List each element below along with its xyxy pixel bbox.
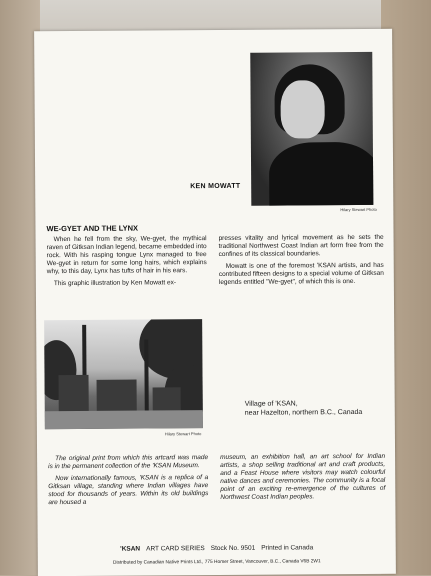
village-caption-line-1: Village of 'KSAN,	[244, 400, 298, 408]
lower-col1-para-1: The original print from which this artcard was made is in the permanent collection of the 'KSAN Museum.	[48, 454, 209, 471]
portrait-credit: Hilary Stewart Photo	[340, 206, 377, 213]
artist-name: KEN MOWATT	[190, 182, 241, 191]
village-caption	[245, 399, 363, 418]
village-house	[97, 380, 137, 415]
artist-portrait-photo	[250, 52, 373, 206]
lower-col2-para-1: museum, an exhibition hall, an art school for Indian artists, a shop selling traditional art and craft products, and a Feast House where visitors may watch colourful native dances and ceremonies. The community is a focal point of an exciting re-emergence of the cultures of Northwest Coast Indian peoples.	[220, 452, 386, 501]
village-photo-credit: Hilary Stewart Photo	[164, 431, 202, 437]
series-line	[38, 544, 396, 553]
lower-column-1	[48, 454, 208, 511]
printed-in: Printed in Canada	[261, 544, 314, 552]
village-photo	[44, 319, 203, 429]
series-name: ART CARD SERIES	[146, 545, 205, 553]
series-brand: 'KSAN	[120, 545, 141, 553]
distributor-line: Distributed by Canadian Native Prints Ltd., 775 Homer Street, Vancouver, B.C., Canada V6B 2W1	[112, 559, 321, 566]
village-caption-line-2: near Hazelton, northern B.C., Canada	[244, 408, 363, 417]
story-col1-para-2: This graphic illustration by Ken Mowatt ex-	[53, 278, 176, 287]
story-column-2	[219, 234, 384, 291]
village-house	[59, 375, 89, 415]
portrait-body	[269, 142, 373, 206]
lower-col1-para-2: Now internationally famous, 'KSAN is a replica of a Gitksan village, standing where Indian villages have stood for thousands of years. Within its old buildings are housed a	[48, 473, 209, 506]
village-ground	[45, 410, 203, 429]
lower-column-2	[220, 453, 385, 506]
portrait-face	[280, 80, 324, 138]
story-col2-para-1: presses vitality and lyrical movement as he sets the traditional Northwest Coast Indian art form free from the confines of its classical boundaries.	[218, 233, 384, 258]
stock-number: Stock No. 9501	[210, 544, 256, 553]
story-title: WE-GYET AND THE LYNX	[46, 223, 139, 234]
story-col2-para-2: Mowatt is one of the foremost 'KSAN artists, and has contributed fifteen designs to a special volume of Gitksan legends entitled "We-gyet", of which this is one.	[218, 261, 384, 286]
totem-pole	[144, 339, 149, 419]
story-column-1	[47, 235, 207, 292]
story-col1-para-1: When he fell from the sky, We-gyet, the mythical raven of Gitksan Indian legend, became embedded into rock. With his rasping tongue Lynx managed to free We-gyet in return for some long hairs, which explains why, to this day, Lynx has tufts of hair in his ears.	[46, 235, 207, 275]
art-card	[34, 29, 396, 576]
